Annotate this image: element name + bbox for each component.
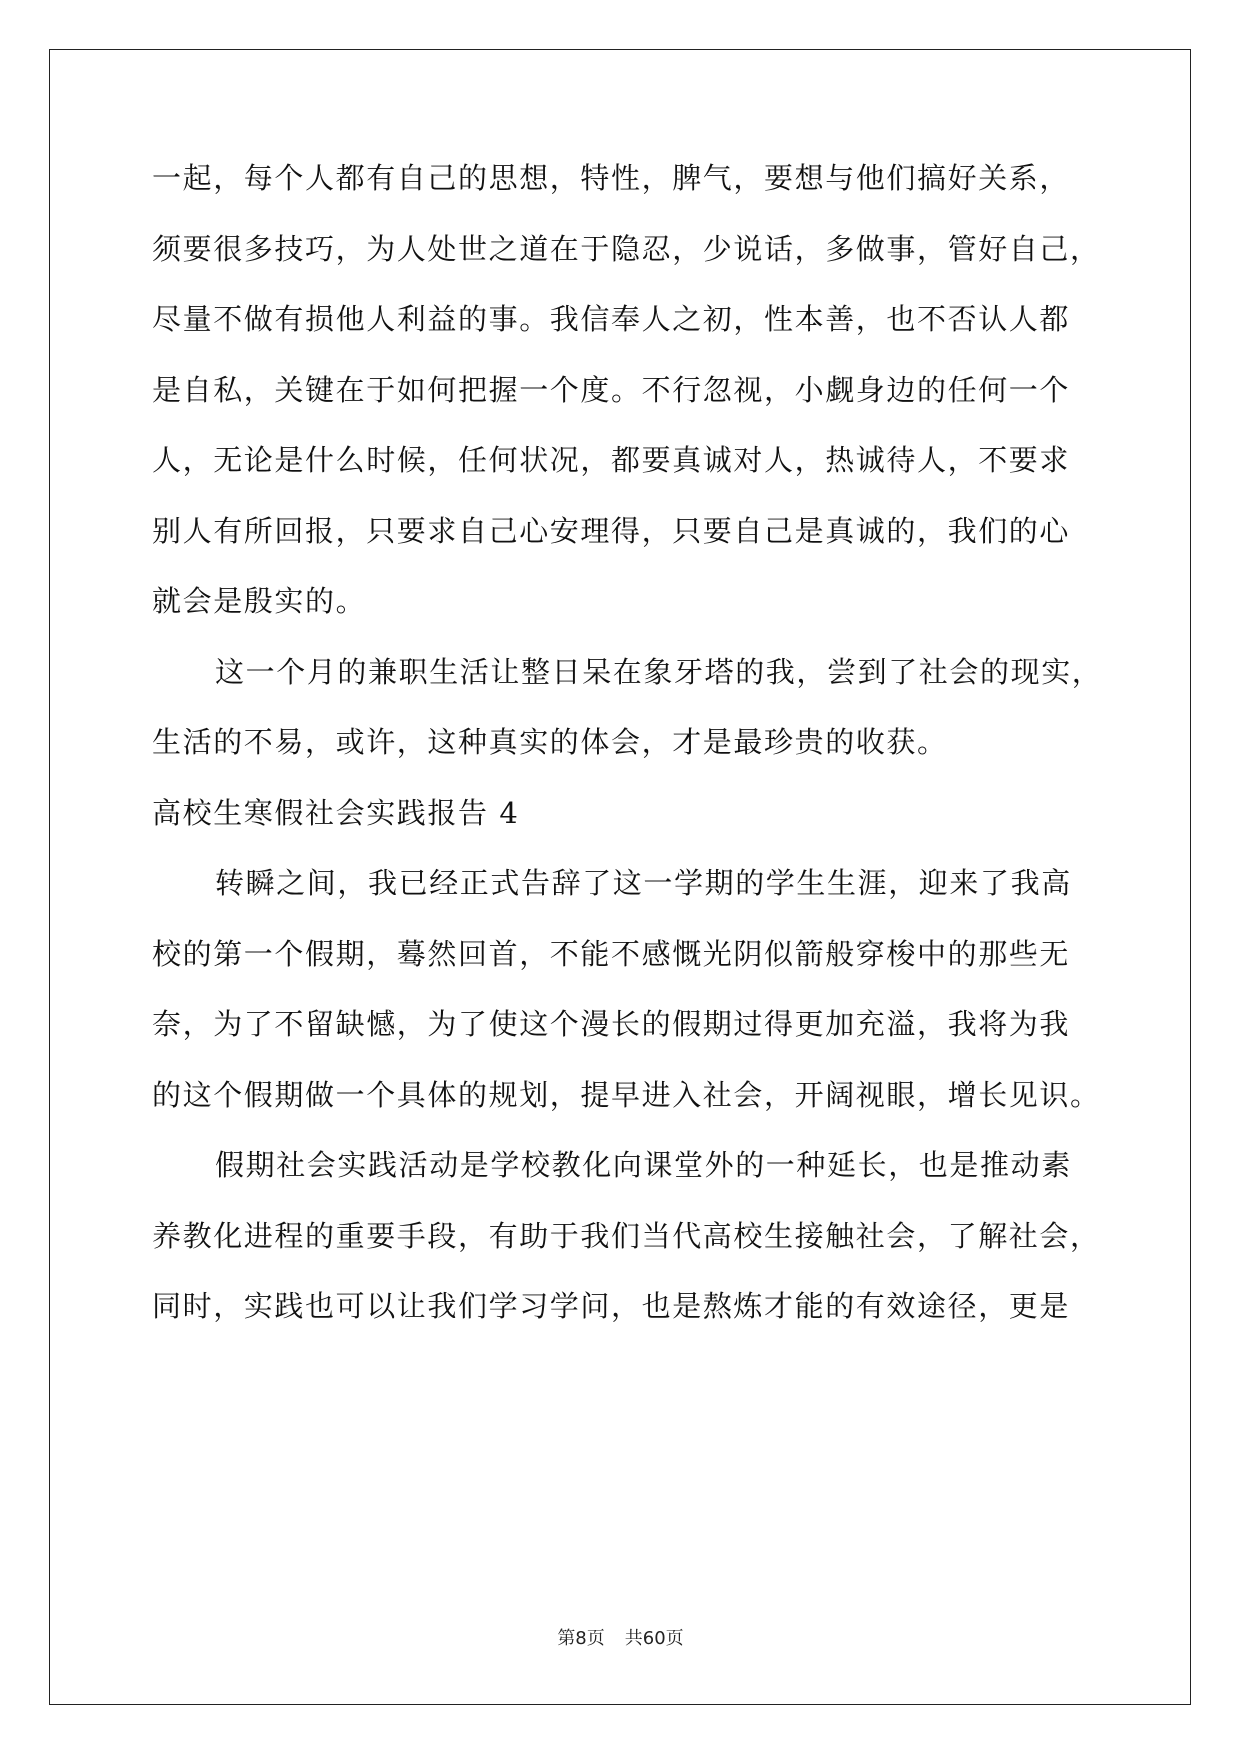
body-line: 生活的不易，或许，这种真实的体会，才是最珍贵的收获。: [152, 725, 948, 759]
body-line: 奈，为了不留缺憾，为了使这个漫长的假期过得更加充溢，我将为我: [152, 1007, 1071, 1041]
body-line: 转瞬之间，我已经正式告辞了这一学期的学生生涯，迎来了我高: [215, 866, 1072, 900]
body-line: 假期社会实践活动是学校教化向课堂外的一种延长，也是推动素: [215, 1148, 1072, 1182]
body-line: 就会是殷实的。: [152, 584, 367, 618]
page-footer: [0, 1624, 1241, 1650]
body-line: 校的第一个假期，蓦然回首，不能不感慨光阴似箭般穿梭中的那些无: [152, 937, 1071, 971]
body-line: 尽量不做有损他人利益的事。我信奉人之初，性本善，也不否认人都: [152, 302, 1071, 336]
total-pages-label: 共60页: [624, 1628, 684, 1649]
body-line: 同时，实践也可以让我们学习学问，也是熬炼才能的有效途径，更是: [152, 1289, 1071, 1323]
body-line: 须要很多技巧，为人处世之道在于隐忍，少说话，多做事，管好自己，: [152, 232, 1101, 266]
body-line: 是自私，关键在于如何把握一个度。不行忽视，小觑身边的任何一个: [152, 373, 1071, 407]
section-heading: 高校生寒假社会实践报告 4: [152, 796, 520, 830]
body-line: 养教化进程的重要手段，有助于我们当代高校生接触社会，了解社会，: [152, 1219, 1101, 1253]
body-line: 别人有所回报，只要求自己心安理得，只要自己是真诚的，我们的心: [152, 514, 1071, 548]
body-line: 人，无论是什么时候，任何状况，都要真诚对人，热诚待人，不要求: [152, 443, 1071, 477]
current-page-label: 第8页: [557, 1628, 605, 1649]
body-line: 这一个月的兼职生活让整日呆在象牙塔的我，尝到了社会的现实，: [215, 655, 1103, 689]
body-line: 一起，每个人都有自己的思想，特性，脾气，要想与他们搞好关系，: [152, 161, 1071, 195]
body-line: 的这个假期做一个具体的规划，提早进入社会，开阔视眼，增长见识。: [152, 1078, 1101, 1112]
